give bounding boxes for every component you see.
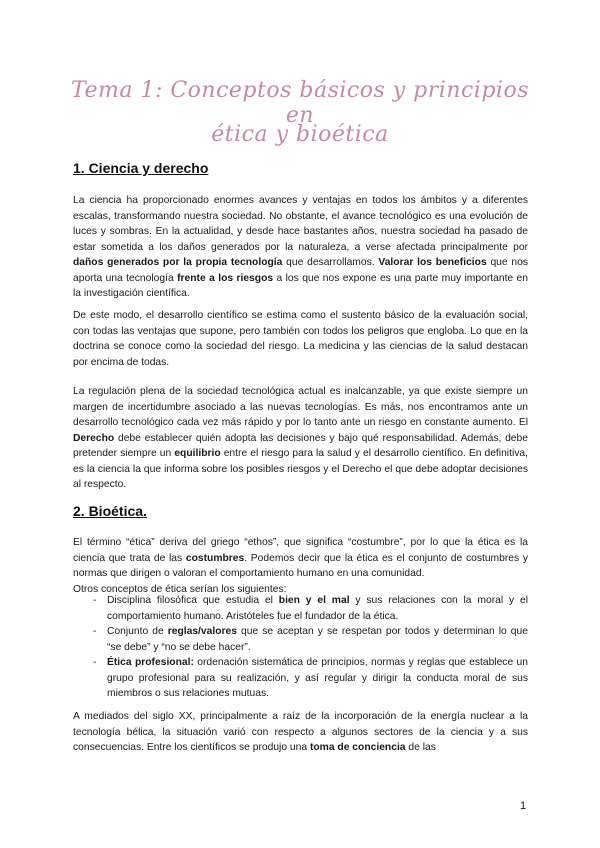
document-title-line1: Tema 1: Conceptos básicos y principios en [70, 78, 529, 128]
list-item: - Ética profesional: ordenación sistemática de principios, normas y reglas que establece un grupo profesional para su realización, y así regular y dirigir la conducta moral de sus miembros o sus relaciones mutuas. [93, 657, 529, 699]
document-title-line2: ética y bioética [211, 122, 389, 147]
ethics-concepts-list [73, 593, 528, 702]
section-heading-bioetica: 2. Bioética. [73, 503, 147, 519]
section-heading-ciencia-derecho: 1. Ciencia y derecho [73, 160, 209, 176]
paragraph-ciencia-3: La regulación plena de la sociedad tecnológica actual es inalcanzable, ya que existe siempre un margen de incertidumbre asociado a las nuevas tecnologías. Es más, nos encontramos ante un desarrollo tecnológico cada vez más rápido y por lo tanto ante un riesgo en constante aumento. El Derecho debe establecer quién adopta las decisiones y bajo qué responsabilidad. Además, debe pretender siempre un equilibrio entre el riesgo para la salud y el desarrollo científico. En definitiva, es la ciencia la que informa sobre los posibles riesgos y el Derecho el que debe adoptar decisiones al respecto. [73, 386, 528, 490]
paragraph-bioetica-1: El término “ética” deriva del griego “ethos”, que significa “costumbre”, por lo que la ética es la ciencia que trata de las costumbres. Podemos decir que la ética es el conjunto de costumbres y normas que dirigen o valoran el comportamiento humano en una comunidad. Otros conceptos de ética serían los siguientes: [73, 537, 528, 595]
paragraph-ciencia-2: De este modo, el desarrollo científico se estima como el sustento básico de la evaluación social, con todas las ventajas que supone, pero también con todos los peligros que engloba. Lo que en la doctrina se conoce como la sociedad del riesgo. La medicina y las ciencias de la salud destacan por encima de todas. [73, 310, 528, 368]
page-number: 1 [520, 800, 527, 812]
list-item: - Disciplina filosófica que estudia el bien y el mal y sus relaciones con la moral y el comportamiento humano. Aristóteles fue el fundador de la ética. [93, 595, 528, 622]
list-item: - Conjunto de reglas/valores que se aceptan y se respetan por todos y determinan lo que “se debe” y “no se debe hacer”. [93, 626, 528, 653]
paragraph-bioetica-2: A mediados del siglo XX, principalmente a raíz de la incorporación de la energía nuclear a la tecnología bélica, la situación varió con respecto a algunos sectores de la ciencia y a sus consecuencias. Entre los científicos se produjo una toma de conciencia de las [73, 711, 528, 753]
paragraph-ciencia-1: La ciencia ha proporcionado enormes avances y ventajas en todos los ámbitos y a diferentes escalas, transformando nuestra sociedad. No obstante, el avance tecnológico es una evolución de luces y sombras. En la actualidad, y desde hace bastantes años, nuestra sociedad ha pasado de estar sometida a los daños generados por la naturaleza, a verse afectada principalmente por daños generados por la propia tecnología que desarrollamos. Valorar los beneficios que nos aporta una tecnología frente a los riesgos a los que nos expone es una parte muy importante en la investigación científica. [73, 195, 528, 299]
